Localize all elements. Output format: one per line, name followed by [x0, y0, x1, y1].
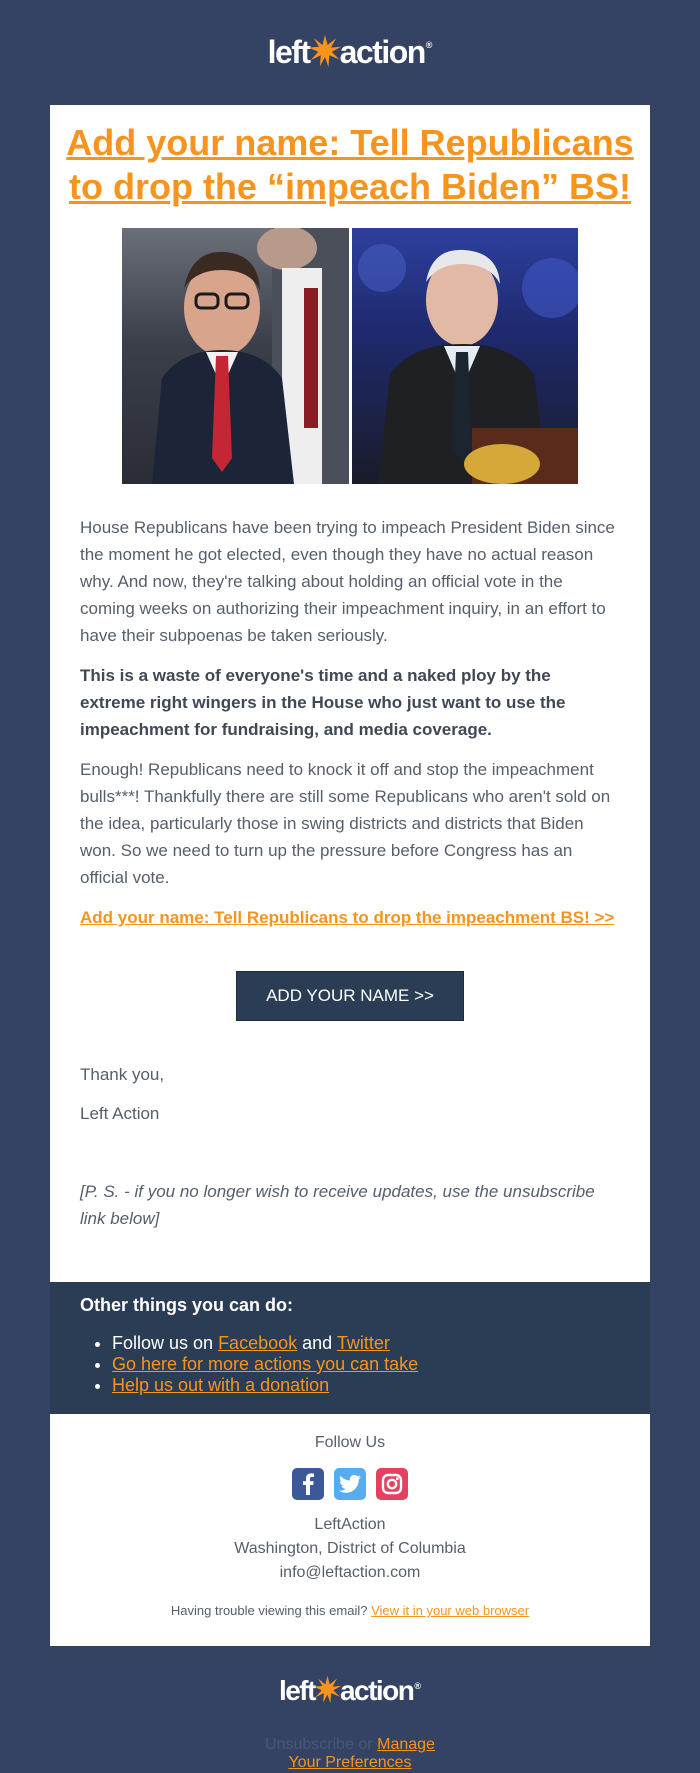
trouble-viewing — [50, 1602, 650, 1620]
unsubscribe-text[interactable]: Unsubscribe — [265, 1736, 354, 1753]
unsubscribe-block — [0, 1736, 700, 1772]
other-actions-section — [50, 1282, 650, 1414]
list-item-actions — [112, 1354, 620, 1375]
org-email: info@leftaction.com — [279, 1564, 421, 1581]
instagram-icon[interactable] — [376, 1468, 408, 1500]
twitter-link[interactable]: Twitter — [336, 1333, 390, 1353]
enough-paragraph: Enough! Republicans need to knock it off and stop the impeachment bulls***! Thankfully there are still some Republicans who aren't sold on the idea, particularly those in swing districts and districts that Biden won. So we need to turn up the pressure before Congress has an official vote. — [80, 760, 611, 887]
footer-logo-wrap — [0, 1675, 700, 1707]
burst-icon-bottom — [313, 1675, 342, 1704]
and-text: and — [297, 1333, 337, 1353]
view-in-browser-link[interactable]: View it in your web browser — [371, 1603, 530, 1618]
header — [0, 0, 700, 105]
burst-icon — [308, 34, 342, 68]
photo-right — [352, 228, 579, 484]
bold-paragraph: This is a waste of everyone's time and a naked ploy by the extreme right wingers in the House who just want to use the impeachment for fundraising, and media coverage. — [80, 666, 566, 739]
preferences-link[interactable]: Your Preferences — [288, 1754, 412, 1771]
logo-left-text-bottom: left — [278, 1675, 315, 1706]
leftaction-logo[interactable] — [268, 34, 433, 71]
signature-text: Left Action — [80, 1104, 160, 1123]
headline-link[interactable]: Add your name: Tell Republicans to drop the “impeach Biden” BS! — [66, 122, 634, 207]
manage-link[interactable]: Manage — [377, 1736, 435, 1753]
facebook-link[interactable]: Facebook — [218, 1333, 298, 1353]
logo-right-text: action — [339, 34, 425, 70]
ps-text: [P. S. - if you no longer wish to receive updates, use the unsubscribe link below] — [80, 1182, 595, 1228]
intro-paragraph: House Republicans have been trying to impeach President Biden since the moment he got elected, even though they have no actual reason why. And now, they're talking about holding an official vote in the coming weeks on authorizing their impeachment inquiry, in an effort to have their subpoenas be taken seriously. — [80, 518, 615, 645]
logo-left-text: left — [267, 34, 310, 70]
add-your-name-button[interactable]: ADD YOUR NAME >> — [236, 971, 464, 1021]
org-name: LeftAction — [314, 1516, 386, 1533]
org-location: Washington, District of Columbia — [234, 1540, 466, 1557]
person-right-illustration — [352, 228, 578, 484]
logo-right-text-bottom: action — [339, 1675, 414, 1706]
social-icons — [50, 1468, 650, 1500]
photo-left — [122, 228, 349, 484]
facebook-icon[interactable] — [292, 1468, 324, 1500]
list-item-follow — [112, 1333, 620, 1354]
twitter-icon[interactable] — [334, 1468, 366, 1500]
registered-mark-bottom: ® — [414, 1681, 422, 1691]
follow-prefix-text: Follow us on — [112, 1333, 219, 1353]
address-block — [50, 1513, 650, 1585]
thanks-text: Thank you, — [80, 1065, 165, 1084]
more-actions-link[interactable]: Go here for more actions you can take — [112, 1354, 419, 1374]
unsubscribe-line — [0, 1736, 700, 1754]
leftaction-logo-bottom[interactable] — [279, 1675, 421, 1707]
email-card — [50, 105, 650, 1618]
hero-image[interactable] — [122, 228, 578, 484]
email-footer — [50, 1414, 650, 1646]
registered-mark: ® — [425, 40, 433, 50]
list-item-donation — [112, 1375, 620, 1396]
other-actions-title: Other things you can do: — [80, 1295, 294, 1315]
follow-us-label: Follow Us — [314, 1434, 386, 1451]
donation-link[interactable]: Help us out with a donation — [112, 1375, 330, 1395]
trouble-text: Having trouble viewing this email? — [170, 1603, 372, 1618]
add-name-link[interactable]: Add your name: Tell Republicans to drop the impeachment BS! >> — [80, 908, 615, 927]
or-text: or — [353, 1736, 378, 1753]
person-left-illustration — [122, 228, 349, 484]
button-row — [80, 971, 620, 1021]
other-actions-list — [80, 1333, 620, 1396]
